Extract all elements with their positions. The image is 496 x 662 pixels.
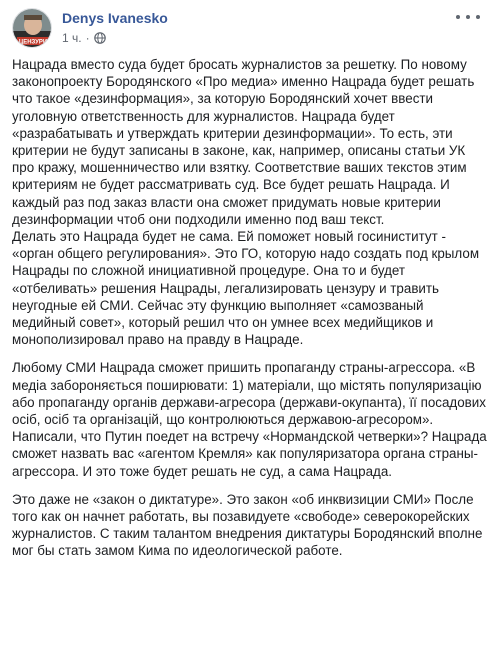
avatar-caption: ЦЕНЗУРИ — [18, 39, 48, 46]
post-body — [12, 56, 488, 560]
post-timestamp[interactable]: 1 ч. — [62, 31, 82, 45]
author-name[interactable]: Denys Ivanesko — [62, 10, 168, 26]
more-options-icon[interactable] — [456, 10, 480, 24]
post-header — [12, 8, 482, 52]
post-paragraph: Любому СМИ Нацрада сможет пришить пропаганду страны-агрессора. «В медіа забороняється поширювати: 1) матеріали, що містять популяризацію або пропаганду органів держави-агресора (держави-окупанта), її посадових осіб, осіб та організацій, що контролюються державою-агресором». Написали, что Путин поедет на встречу «Нормандской четверки»? Нацрада сможет назвать вас «агентом Кремля» как популяризатора органа страны-агрессора. И это тоже будет решать не суд, а сама Нацрада. — [12, 360, 487, 479]
post-paragraph: Это даже не «закон о диктатуре». Это закон «об инквизиции СМИ» После того как он начнет работать, вы позавидуете «свободе» северокорейских журналистов. С таким талантом внедрения диктатуры Бородянский вполне мог бы стать замом Кима по идеологической работе. — [12, 491, 483, 559]
meta-separator: · — [85, 31, 90, 45]
avatar[interactable] — [12, 8, 52, 48]
avatar-image — [13, 9, 52, 48]
post-paragraph: Нацрада вместо суда будет бросать журналистов за решетку. По новому законопроекту Бородянского «Про медиа» именно Нацрада будет решать что такое «дезинформация», за которую Бородянский хочет ввести уголовную ответственность для журналистов. Нацрада будет «разрабатывать и утверждать критерии дезинформации». То есть, эти критерии не будут записаны в законе, как, например, описаны статьи УК про кражу, мошенничество или взятку. Соответствие ваших текстов этим критериям не будет рассматривать суд. Все будет решать Нацрада. И каждый раз под заказ власти она сможет придумать новые критерии дезинформации чтоб они подходили именно под ваш текст. Делать это Нацрада будет не сама. Ей поможет новый госиниститут - «орган общего регулирования». Это ГО, которую надо создать под крылом Нацрады по сложной инициативной процедуре. Она то и будет «отбеливать» решения Нацрады, легализировать цензуру и травить неугодные ей СМИ. Сейчас эту функцию выполняет «самозваный медийный совет», который решил что он умнее всех медийщиков и монополизировал право на правду в Нацраде. — [12, 57, 480, 348]
post-meta — [62, 30, 106, 46]
globe-icon[interactable] — [94, 32, 106, 44]
